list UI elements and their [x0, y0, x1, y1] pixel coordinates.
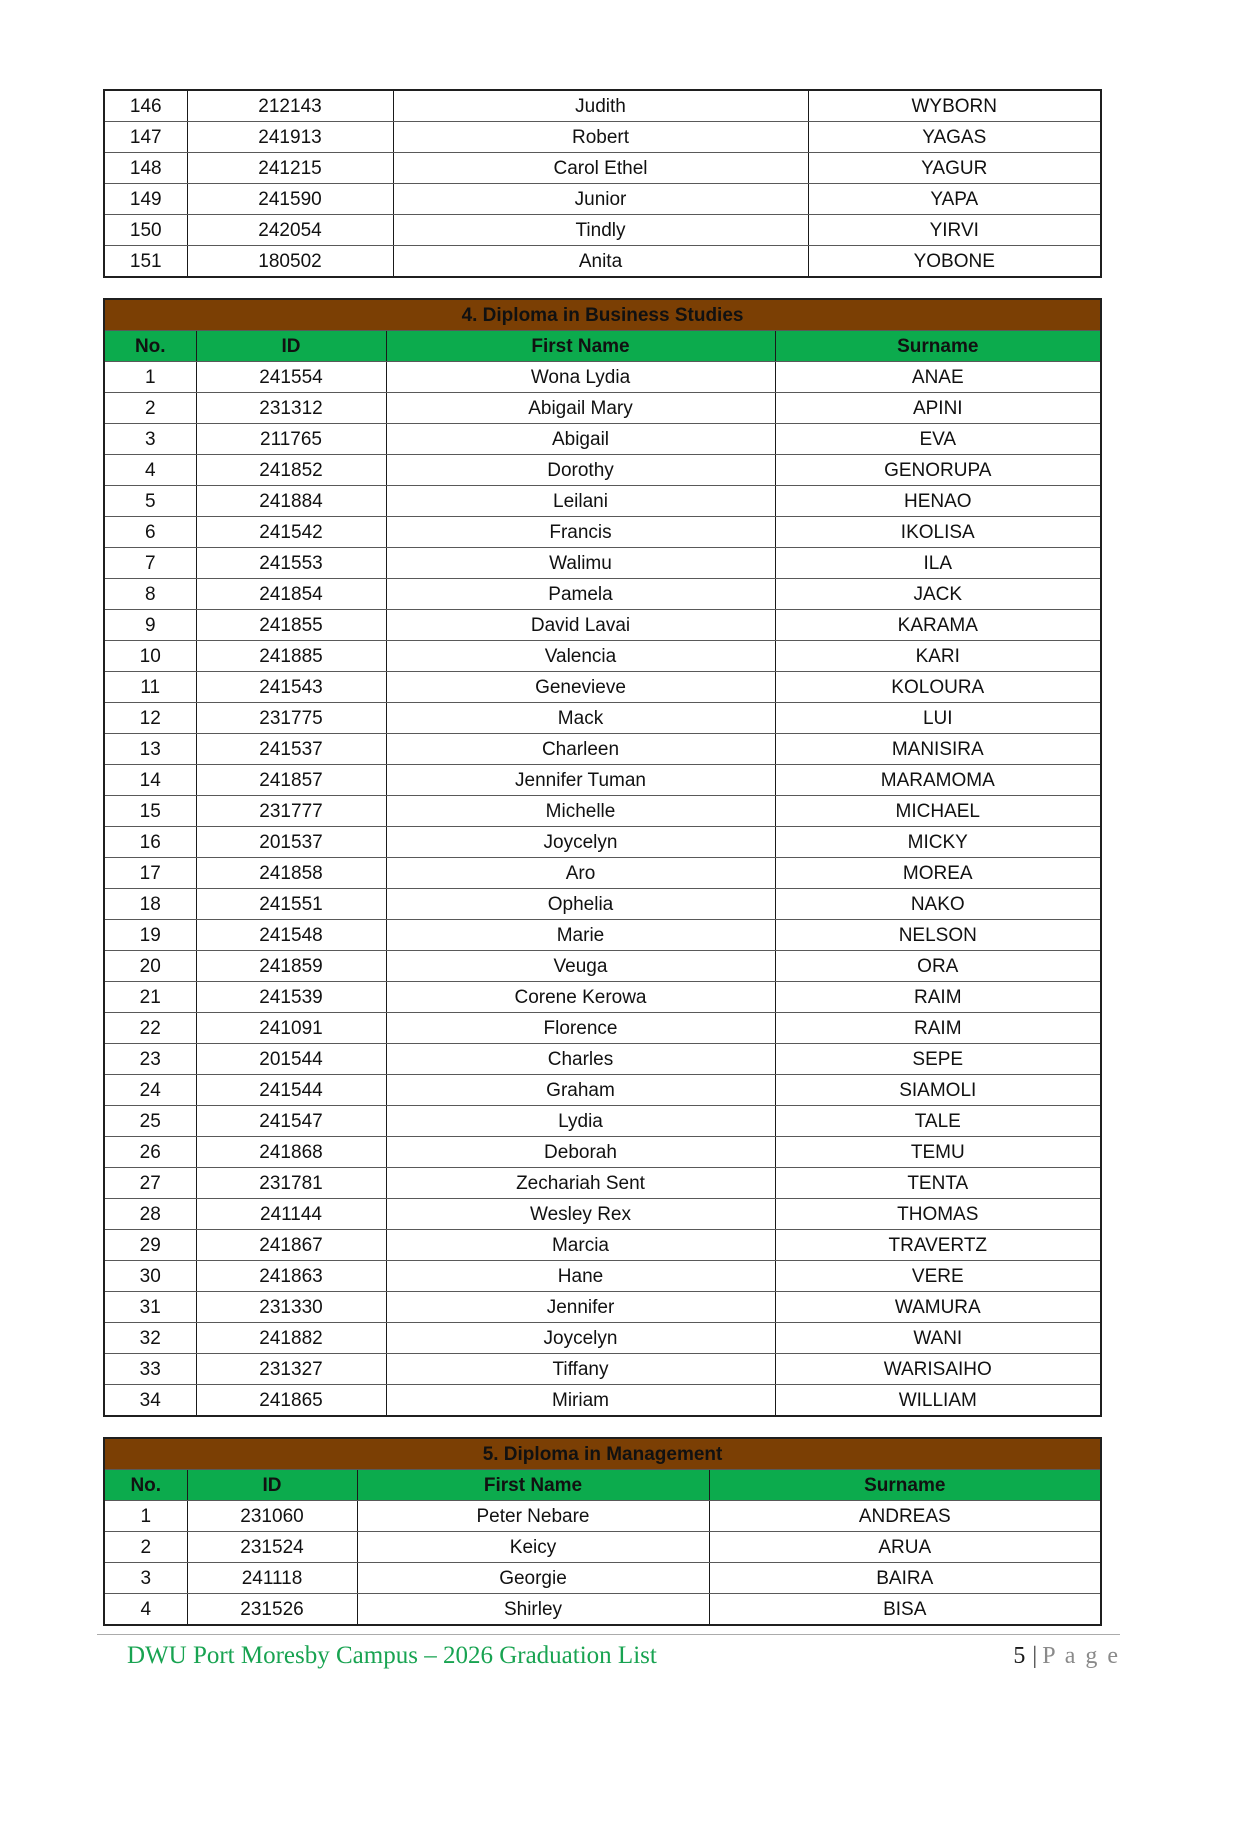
cell-surname: TRAVERTZ [775, 1230, 1101, 1261]
table-row [104, 610, 1101, 641]
cell-first-name: Walimu [386, 548, 775, 579]
cell-surname: GENORUPA [775, 455, 1101, 486]
graduation-table-management [103, 1437, 1102, 1626]
cell-first-name: Joycelyn [386, 1323, 775, 1354]
table-row [104, 215, 1101, 246]
cell-first-name: David Lavai [386, 610, 775, 641]
cell-id: 241868 [196, 1137, 386, 1168]
cell-surname: THOMAS [775, 1199, 1101, 1230]
cell-no: 1 [104, 362, 196, 393]
cell-first-name: Wona Lydia [386, 362, 775, 393]
cell-first-name: Judith [393, 90, 808, 122]
cell-no: 32 [104, 1323, 196, 1354]
table-row [104, 796, 1101, 827]
table-row [104, 1075, 1101, 1106]
cell-first-name: Carol Ethel [393, 153, 808, 184]
cell-first-name: Abigail Mary [386, 393, 775, 424]
cell-first-name: Peter Nebare [357, 1501, 709, 1532]
table-row [104, 889, 1101, 920]
cell-id: 241884 [196, 486, 386, 517]
cell-no: 149 [104, 184, 187, 215]
cell-surname: LUI [775, 703, 1101, 734]
table-row [104, 1106, 1101, 1137]
cell-first-name: Graham [386, 1075, 775, 1106]
cell-first-name: Charleen [386, 734, 775, 765]
cell-no: 147 [104, 122, 187, 153]
cell-id: 241544 [196, 1075, 386, 1106]
cell-first-name: Genevieve [386, 672, 775, 703]
cell-no: 21 [104, 982, 196, 1013]
table-row [104, 424, 1101, 455]
page-footer [97, 1634, 1120, 1670]
cell-no: 13 [104, 734, 196, 765]
cell-no: 30 [104, 1261, 196, 1292]
page-number-separator: | [1032, 1643, 1038, 1669]
cell-first-name: Wesley Rex [386, 1199, 775, 1230]
cell-no: 146 [104, 90, 187, 122]
cell-first-name: Dorothy [386, 455, 775, 486]
table-row [104, 765, 1101, 796]
cell-id: 241091 [196, 1013, 386, 1044]
cell-no: 31 [104, 1292, 196, 1323]
cell-surname: ANAE [775, 362, 1101, 393]
cell-surname: MARAMOMA [775, 765, 1101, 796]
table-row [104, 703, 1101, 734]
cell-id: 241554 [196, 362, 386, 393]
table-row [104, 920, 1101, 951]
cell-first-name: Valencia [386, 641, 775, 672]
table-row [104, 184, 1101, 215]
table-row [104, 1354, 1101, 1385]
cell-first-name: Pamela [386, 579, 775, 610]
cell-id: 241858 [196, 858, 386, 889]
cell-no: 3 [104, 1563, 187, 1594]
cell-first-name: Tindly [393, 215, 808, 246]
cell-no: 2 [104, 393, 196, 424]
cell-id: 241855 [196, 610, 386, 641]
cell-no: 18 [104, 889, 196, 920]
cell-id: 241543 [196, 672, 386, 703]
cell-no: 11 [104, 672, 196, 703]
cell-first-name: Shirley [357, 1594, 709, 1626]
cell-no: 14 [104, 765, 196, 796]
table-row [104, 1044, 1101, 1075]
cell-first-name: Joycelyn [386, 827, 775, 858]
cell-first-name: Aro [386, 858, 775, 889]
cell-id: 242054 [187, 215, 393, 246]
cell-id: 241913 [187, 122, 393, 153]
cell-no: 148 [104, 153, 187, 184]
cell-first-name: Junior [393, 184, 808, 215]
cell-first-name: Michelle [386, 796, 775, 827]
cell-surname: EVA [775, 424, 1101, 455]
section-title: 5. Diploma in Management [104, 1438, 1101, 1470]
cell-surname: YAGAS [808, 122, 1101, 153]
cell-surname: ANDREAS [709, 1501, 1101, 1532]
cell-no: 3 [104, 424, 196, 455]
cell-no: 34 [104, 1385, 196, 1417]
cell-no: 7 [104, 548, 196, 579]
cell-id: 231526 [187, 1594, 357, 1626]
cell-first-name: Charles [386, 1044, 775, 1075]
cell-no: 29 [104, 1230, 196, 1261]
column-header-no: No. [104, 331, 196, 362]
column-header-surname: Surname [775, 331, 1101, 362]
cell-surname: KOLOURA [775, 672, 1101, 703]
cell-no: 20 [104, 951, 196, 982]
cell-surname: NELSON [775, 920, 1101, 951]
cell-first-name: Corene Kerowa [386, 982, 775, 1013]
table-row [104, 1385, 1101, 1417]
cell-no: 15 [104, 796, 196, 827]
table-row [104, 1261, 1101, 1292]
column-header-id: ID [187, 1470, 357, 1501]
cell-no: 22 [104, 1013, 196, 1044]
cell-surname: MICHAEL [775, 796, 1101, 827]
cell-first-name: Mack [386, 703, 775, 734]
table-row [104, 90, 1101, 122]
cell-surname: YOBONE [808, 246, 1101, 278]
cell-no: 10 [104, 641, 196, 672]
table-row [104, 246, 1101, 278]
cell-first-name: Lydia [386, 1106, 775, 1137]
section-management [103, 1437, 1100, 1626]
cell-surname: WILLIAM [775, 1385, 1101, 1417]
cell-id: 241542 [196, 517, 386, 548]
cell-id: 241144 [196, 1199, 386, 1230]
cell-no: 151 [104, 246, 187, 278]
cell-surname: TEMU [775, 1137, 1101, 1168]
table-row [104, 734, 1101, 765]
cell-surname: RAIM [775, 982, 1101, 1013]
cell-no: 17 [104, 858, 196, 889]
cell-id: 231524 [187, 1532, 357, 1563]
cell-surname: VERE [775, 1261, 1101, 1292]
cell-id: 231781 [196, 1168, 386, 1199]
table-row [104, 393, 1101, 424]
table-row [104, 1532, 1101, 1563]
table-row [104, 579, 1101, 610]
table-row [104, 672, 1101, 703]
cell-surname: KARI [775, 641, 1101, 672]
cell-id: 241548 [196, 920, 386, 951]
cell-first-name: Abigail [386, 424, 775, 455]
cell-surname: ILA [775, 548, 1101, 579]
cell-first-name: Marie [386, 920, 775, 951]
table-row [104, 982, 1101, 1013]
cell-first-name: Anita [393, 246, 808, 278]
table-row [104, 517, 1101, 548]
table-row [104, 1501, 1101, 1532]
cell-no: 25 [104, 1106, 196, 1137]
cell-no: 5 [104, 486, 196, 517]
cell-no: 4 [104, 455, 196, 486]
cell-no: 8 [104, 579, 196, 610]
cell-surname: BISA [709, 1594, 1101, 1626]
cell-surname: MOREA [775, 858, 1101, 889]
cell-id: 231327 [196, 1354, 386, 1385]
cell-id: 241539 [196, 982, 386, 1013]
cell-first-name: Jennifer Tuman [386, 765, 775, 796]
cell-surname: YIRVI [808, 215, 1101, 246]
cell-first-name: Deborah [386, 1137, 775, 1168]
cell-surname: TALE [775, 1106, 1101, 1137]
cell-no: 24 [104, 1075, 196, 1106]
cell-surname: IKOLISA [775, 517, 1101, 548]
cell-id: 241885 [196, 641, 386, 672]
cell-no: 28 [104, 1199, 196, 1230]
cell-id: 241537 [196, 734, 386, 765]
cell-surname: MANISIRA [775, 734, 1101, 765]
cell-id: 241865 [196, 1385, 386, 1417]
table-row [104, 548, 1101, 579]
table-row [104, 122, 1101, 153]
table-row [104, 1137, 1101, 1168]
cell-id: 241215 [187, 153, 393, 184]
cell-surname: SEPE [775, 1044, 1101, 1075]
document-page [0, 89, 1240, 1843]
table-row [104, 486, 1101, 517]
cell-id: 180502 [187, 246, 393, 278]
table-row [104, 1594, 1101, 1626]
cell-no: 19 [104, 920, 196, 951]
cell-surname: WYBORN [808, 90, 1101, 122]
cell-id: 241859 [196, 951, 386, 982]
cell-id: 231775 [196, 703, 386, 734]
cell-id: 212143 [187, 90, 393, 122]
cell-first-name: Zechariah Sent [386, 1168, 775, 1199]
table-row [104, 827, 1101, 858]
cell-first-name: Tiffany [386, 1354, 775, 1385]
graduation-table-business-studies [103, 298, 1102, 1417]
cell-no: 16 [104, 827, 196, 858]
cell-surname: WANI [775, 1323, 1101, 1354]
cell-first-name: Francis [386, 517, 775, 548]
cell-surname: ORA [775, 951, 1101, 982]
cell-first-name: Hane [386, 1261, 775, 1292]
cell-surname: JACK [775, 579, 1101, 610]
cell-surname: RAIM [775, 1013, 1101, 1044]
cell-first-name: Miriam [386, 1385, 775, 1417]
table-row [104, 1230, 1101, 1261]
cell-no: 26 [104, 1137, 196, 1168]
page-number-block [1013, 1643, 1120, 1670]
cell-id: 241867 [196, 1230, 386, 1261]
cell-id: 241882 [196, 1323, 386, 1354]
graduation-table-continued [103, 89, 1102, 278]
cell-no: 12 [104, 703, 196, 734]
cell-first-name: Florence [386, 1013, 775, 1044]
column-header-no: No. [104, 1470, 187, 1501]
cell-no: 1 [104, 1501, 187, 1532]
cell-surname: MICKY [775, 827, 1101, 858]
cell-first-name: Keicy [357, 1532, 709, 1563]
cell-id: 231312 [196, 393, 386, 424]
cell-id: 241854 [196, 579, 386, 610]
cell-id: 201544 [196, 1044, 386, 1075]
cell-id: 201537 [196, 827, 386, 858]
table-row [104, 455, 1101, 486]
cell-no: 27 [104, 1168, 196, 1199]
cell-surname: NAKO [775, 889, 1101, 920]
section-title: 4. Diploma in Business Studies [104, 299, 1101, 331]
cell-no: 6 [104, 517, 196, 548]
column-header-first-name: First Name [357, 1470, 709, 1501]
footer-campus-text: DWU Port Moresby Campus – 2026 Graduation List [127, 1642, 657, 1669]
table-row [104, 1563, 1101, 1594]
cell-id: 241863 [196, 1261, 386, 1292]
cell-surname: YAGUR [808, 153, 1101, 184]
cell-first-name: Leilani [386, 486, 775, 517]
page-number: 5 [1013, 1643, 1026, 1669]
cell-id: 231777 [196, 796, 386, 827]
table-row [104, 951, 1101, 982]
page-word: P a g e [1042, 1643, 1120, 1669]
cell-first-name: Robert [393, 122, 808, 153]
cell-surname: APINI [775, 393, 1101, 424]
cell-first-name: Veuga [386, 951, 775, 982]
column-header-first-name: First Name [386, 331, 775, 362]
table-row [104, 858, 1101, 889]
cell-id: 241590 [187, 184, 393, 215]
cell-id: 231060 [187, 1501, 357, 1532]
column-header-id: ID [196, 331, 386, 362]
cell-id: 241857 [196, 765, 386, 796]
cell-surname: TENTA [775, 1168, 1101, 1199]
table-row [104, 362, 1101, 393]
cell-id: 231330 [196, 1292, 386, 1323]
cell-surname: HENAO [775, 486, 1101, 517]
cell-surname: WARISAIHO [775, 1354, 1101, 1385]
table-row [104, 1292, 1101, 1323]
column-header-surname: Surname [709, 1470, 1101, 1501]
cell-first-name: Jennifer [386, 1292, 775, 1323]
cell-first-name: Ophelia [386, 889, 775, 920]
table-row [104, 1013, 1101, 1044]
section-continued [103, 89, 1100, 278]
table-row [104, 1168, 1101, 1199]
section-business-studies [103, 298, 1100, 1417]
table-row [104, 641, 1101, 672]
cell-no: 33 [104, 1354, 196, 1385]
cell-no: 9 [104, 610, 196, 641]
cell-no: 150 [104, 215, 187, 246]
table-row [104, 1199, 1101, 1230]
cell-id: 241553 [196, 548, 386, 579]
table-row [104, 153, 1101, 184]
cell-id: 211765 [196, 424, 386, 455]
cell-id: 241551 [196, 889, 386, 920]
cell-surname: BAIRA [709, 1563, 1101, 1594]
cell-no: 23 [104, 1044, 196, 1075]
cell-surname: KARAMA [775, 610, 1101, 641]
cell-id: 241547 [196, 1106, 386, 1137]
cell-surname: YAPA [808, 184, 1101, 215]
cell-first-name: Georgie [357, 1563, 709, 1594]
cell-first-name: Marcia [386, 1230, 775, 1261]
cell-id: 241852 [196, 455, 386, 486]
cell-id: 241118 [187, 1563, 357, 1594]
cell-surname: WAMURA [775, 1292, 1101, 1323]
cell-no: 2 [104, 1532, 187, 1563]
table-row [104, 1323, 1101, 1354]
cell-surname: SIAMOLI [775, 1075, 1101, 1106]
cell-surname: ARUA [709, 1532, 1101, 1563]
cell-no: 4 [104, 1594, 187, 1626]
